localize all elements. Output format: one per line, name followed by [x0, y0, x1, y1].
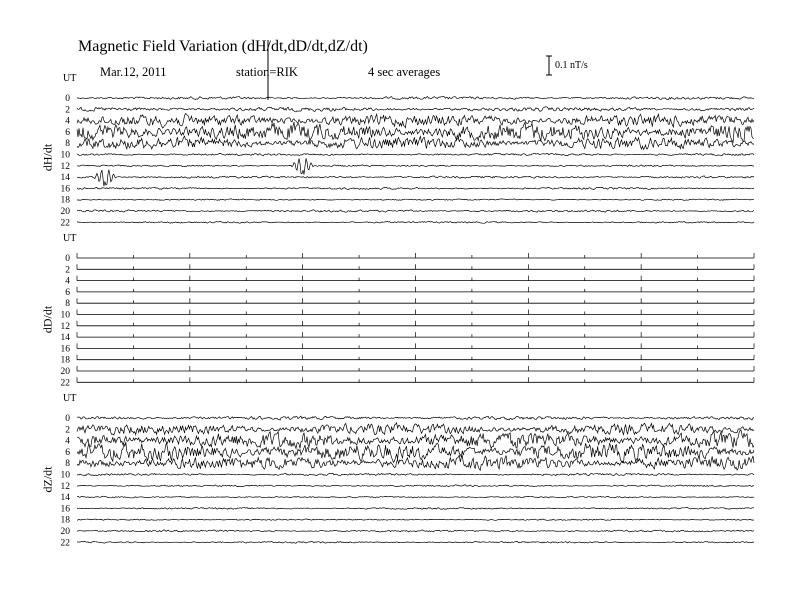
averaging-label: 4 sec averages	[368, 65, 441, 79]
row-label-dzdt-16: 16	[60, 504, 70, 515]
row-label-dzdt-10: 10	[60, 470, 70, 481]
ut-label-dh: UT	[63, 73, 77, 84]
row-label-dzdt-14: 14	[60, 493, 70, 504]
trace-dzdt-6	[77, 442, 754, 463]
row-label-dhdt-6: 6	[65, 127, 70, 138]
trace-dzdt-10	[77, 473, 754, 475]
row-label-dzdt-22: 22	[60, 538, 70, 549]
row-label-dhdt-14: 14	[60, 173, 70, 184]
trace-dhdt-0	[77, 97, 754, 100]
row-label-dddt-2: 2	[65, 265, 70, 276]
row-label-dddt-0: 0	[65, 254, 70, 264]
trace-dhdt-12	[77, 158, 754, 174]
trace-dzdt-22	[77, 541, 754, 543]
row-label-dddt-8: 8	[65, 299, 70, 310]
row-label-dhdt-0: 0	[65, 94, 70, 104]
row-label-dzdt-0: 0	[65, 414, 70, 424]
trace-dzdt-0	[77, 416, 754, 420]
trace-dhdt-18	[77, 199, 754, 201]
station-label: station=RIK	[236, 65, 298, 79]
row-label-dzdt-18: 18	[60, 515, 70, 526]
ut-label-dz: UT	[63, 393, 77, 404]
trace-dzdt-14	[77, 496, 754, 498]
row-label-dzdt-2: 2	[65, 425, 70, 436]
row-label-dddt-14: 14	[60, 333, 70, 344]
trace-dhdt-22	[77, 221, 754, 223]
trace-dhdt-2	[77, 107, 754, 112]
chart-title: Magnetic Field Variation (dH/dt,dD/dt,dZ/dt)	[78, 38, 368, 55]
row-label-dzdt-20: 20	[60, 527, 70, 537]
trace-dzdt-4	[77, 430, 754, 448]
trace-dzdt-2	[77, 423, 754, 435]
y-axis-label-dz: dZ/dt	[40, 466, 55, 493]
row-label-dhdt-8: 8	[65, 139, 70, 150]
trace-dzdt-20	[77, 530, 754, 532]
row-label-dhdt-18: 18	[60, 195, 70, 206]
y-axis-label-dh: dH/dt	[40, 143, 55, 172]
row-label-dddt-4: 4	[65, 276, 70, 287]
trace-dhdt-8	[77, 136, 754, 149]
trace-dhdt-16	[77, 187, 754, 189]
row-label-dhdt-22: 22	[60, 218, 70, 229]
row-label-dhdt-16: 16	[60, 184, 70, 195]
ut-label-dd: UT	[63, 233, 77, 244]
trace-dzdt-8	[77, 455, 754, 470]
row-label-dddt-10: 10	[60, 310, 70, 321]
row-label-dddt-6: 6	[65, 287, 70, 298]
row-label-dhdt-12: 12	[60, 161, 70, 172]
row-label-dddt-18: 18	[60, 355, 70, 366]
row-label-dhdt-4: 4	[65, 116, 70, 127]
trace-dhdt-14	[77, 170, 754, 187]
trace-dzdt-12	[77, 485, 754, 487]
row-label-dhdt-20: 20	[60, 207, 70, 217]
row-label-dddt-16: 16	[60, 344, 70, 355]
y-axis-label-dd: dD/dt	[40, 305, 55, 334]
row-label-dzdt-6: 6	[65, 447, 70, 458]
row-label-dzdt-12: 12	[60, 481, 70, 492]
trace-dzdt-16	[77, 507, 754, 509]
trace-dhdt-10	[77, 153, 754, 156]
row-label-dzdt-4: 4	[65, 436, 70, 447]
date-label: Mar.12, 2011	[100, 65, 167, 79]
row-label-dddt-12: 12	[60, 321, 70, 332]
row-label-dhdt-10: 10	[60, 150, 70, 161]
row-label-dddt-20: 20	[60, 367, 70, 377]
trace-dhdt-20	[77, 210, 754, 212]
trace-dzdt-18	[77, 519, 754, 520]
trace-dhdt-4	[77, 114, 754, 129]
scale-bar-label: 0.1 nT/s	[555, 60, 588, 71]
row-label-dhdt-2: 2	[65, 105, 70, 116]
row-label-dddt-22: 22	[60, 378, 70, 389]
row-label-dzdt-8: 8	[65, 459, 70, 470]
